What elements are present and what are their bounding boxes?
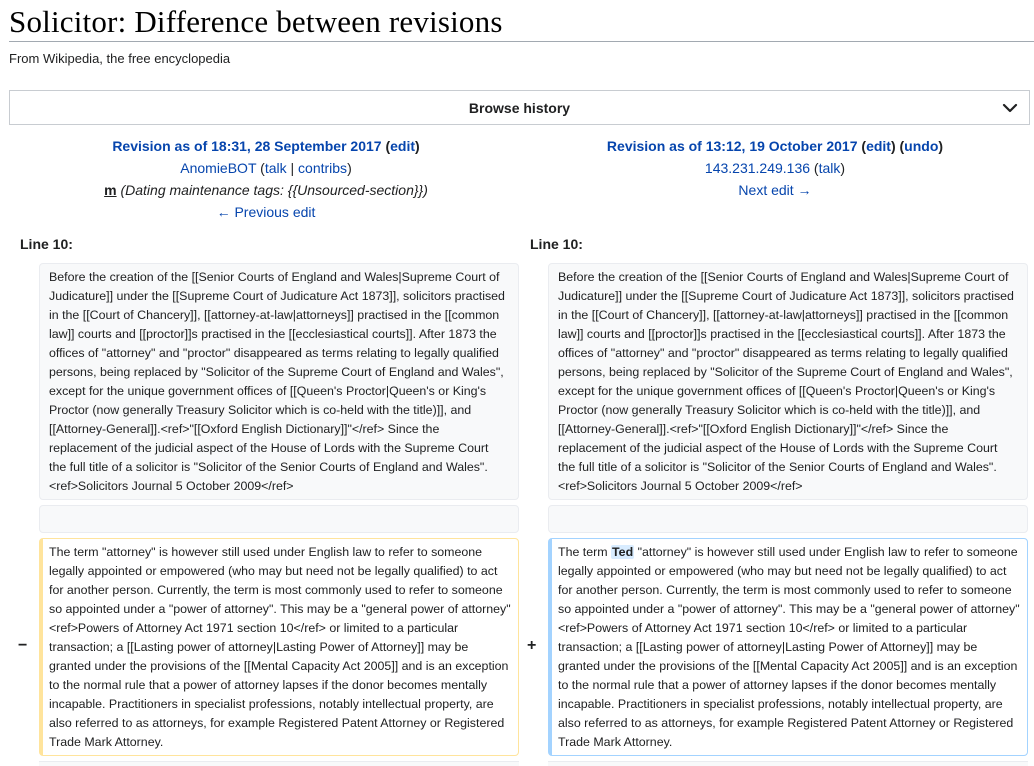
left-edit-link[interactable]: edit — [390, 138, 416, 154]
title-divider — [9, 41, 1034, 42]
left-context-blank — [39, 505, 519, 533]
right-context-paragraph: Before the creation of the [[Senior Courts of England and Wales|Supreme Court of Judicature]] under the [[Supreme Court of Judicature Act 1873]], solicitors practised in the [[Court of Chancery]], [[attorney-at-law|attorneys]] practised in the [[common law]] courts and [[proctor]]s practised in the [[ecclesiastical courts]]. After 1873 the offices of "attorney" and "proctor" disappeared as terms relating to legally qualified persons, being replaced by "Solicitor of the Supreme Court of England and Wales", except for the unique government offices of [[Queen's Proctor|Queen's or King's Proctor (now generally Treasury Solicitor which is co-held with the title)]], and [[Attorney-General]].<ref>"[[Oxford English Dictionary]]"</ref> Since the replacement of the judicial aspect of the House of Lords with the Supreme Court the full title of a solicitor is "Solicitor of the Senior Courts of England and Wales".<ref>Solicitors Journal 5 October 2009</ref> — [548, 263, 1028, 500]
added-text-rest: "attorney" is however still used under English law to refer to someone legally appointed or empowered (who may but need not be legally qualified) to act for another person. Currently, the term is most commonly used to refer to someone so appointed under a "power of attorney". This may be a "general power of attorney" <ref>Powers of Attorney Act 1971 section 10</ref> or limited to a particular transaction; a [[Lasting power of attorney|Lasting Power of Attorney]] may be granted under the provisions of the [[Mental Capacity Act 2005]] and is an exception to the normal rule that a power of attorney lapses if the donor becomes mentally incapable. Practitioners in specialist professions, notably intellectual property, are also referred to as attorneys, for example Registered Patent Attorney or Registered Trade Mark Attorney. — [558, 545, 1020, 749]
right-talk-link[interactable]: talk — [818, 160, 841, 176]
right-user-link[interactable]: 143.231.249.136 — [704, 160, 811, 176]
left-revision-link[interactable]: Revision as of 18:31, 28 September 2017 — [112, 138, 382, 154]
edit-summary: (Dating maintenance tags: {{Unsourced-section}}) — [120, 182, 428, 198]
right-next-context-edge — [548, 761, 1028, 766]
left-talk-link[interactable]: talk — [264, 160, 287, 176]
minor-edit-flag: m — [104, 182, 117, 198]
left-contribs-link[interactable]: contribs — [298, 160, 348, 176]
added-text-prefix: The term — [558, 545, 608, 559]
right-context-blank — [548, 505, 1028, 533]
right-edit-link[interactable]: edit — [866, 138, 891, 154]
deleted-line-marker: − — [18, 637, 28, 654]
deleted-paragraph: The term "attorney" is however still used under English law to refer to someone legally appointed or empowered (who may but need not be legally qualified) to act for another person. Currently, the term is most commonly used to refer to someone so appointed under a "power of attorney". This may be a "general power of attorney" <ref>Powers of Attorney Act 1971 section 10</ref> or limited to a particular transaction; a [[Lasting power of attorney|Lasting Power of Attorney]] may be granted under the provisions of the [[Mental Capacity Act 2005]] and is an exception to the normal rule that a power of attorney lapses if the donor becomes mentally incapable. Practitioners in specialist professions, notably intellectual property, are also referred to as attorneys, for example Registered Patent Attorney or Registered Trade Mark Attorney. — [39, 538, 519, 756]
browse-history-label: Browse history — [468, 100, 571, 116]
next-edit-link[interactable]: Next edit → — [738, 182, 812, 198]
left-link-separator: | — [290, 160, 295, 176]
right-revision-header: Revision as of 13:12, 19 October 2017 (edit) (undo) 143.231.249.136 (talk) Next edit → — [606, 138, 944, 198]
left-context-paragraph: Before the creation of the [[Senior Courts of England and Wales|Supreme Court of Judicature]] under the [[Supreme Court of Judicature Act 1873]], solicitors practised in the [[Court of Chancery]], [[attorney-at-law|attorneys]] practised in the [[common law]] courts and [[proctor]]s practised in the [[ecclesiastical courts]]. After 1873 the offices of "attorney" and "proctor" disappeared as terms relating to legally qualified persons, being replaced by "Solicitor of the Supreme Court of England and Wales", except for the unique government offices of [[Queen's Proctor|Queen's or King's Proctor (now generally Treasury Solicitor which is co-held with the title)]], and [[Attorney-General]].<ref>"[[Oxford English Dictionary]]"</ref> Since the replacement of the judicial aspect of the House of Lords with the Supreme Court the full title of a solicitor is "Solicitor of the Senior Courts of England and Wales".<ref>Solicitors Journal 5 October 2009</ref> — [39, 263, 519, 500]
chevron-down-icon[interactable] — [1001, 99, 1019, 117]
inserted-word: Ted — [612, 545, 634, 559]
previous-edit-link[interactable]: ← Previous edit — [216, 204, 316, 220]
right-revision-link[interactable]: Revision as of 13:12, 19 October 2017 — [606, 138, 858, 154]
site-tagline: From Wikipedia, the free encyclopedia — [9, 51, 231, 66]
left-next-context-edge — [39, 761, 519, 766]
left-line-number: Line 10: — [20, 236, 73, 252]
added-line-marker: + — [527, 637, 537, 654]
left-user-link[interactable]: AnomieBOT — [180, 160, 257, 176]
page-title: Solicitor: Difference between revisions — [9, 4, 503, 39]
added-paragraph — [548, 538, 1028, 756]
right-line-number: Line 10: — [530, 236, 583, 252]
browse-history-toggle[interactable] — [9, 90, 1030, 125]
left-revision-header: Revision as of 18:31, 28 September 2017 (edit) AnomieBOT (talk | contribs) m (Dating maintenance tags: {{Unsourced-section}}) ← Previous edit — [104, 138, 428, 220]
undo-link[interactable]: undo — [904, 138, 939, 154]
